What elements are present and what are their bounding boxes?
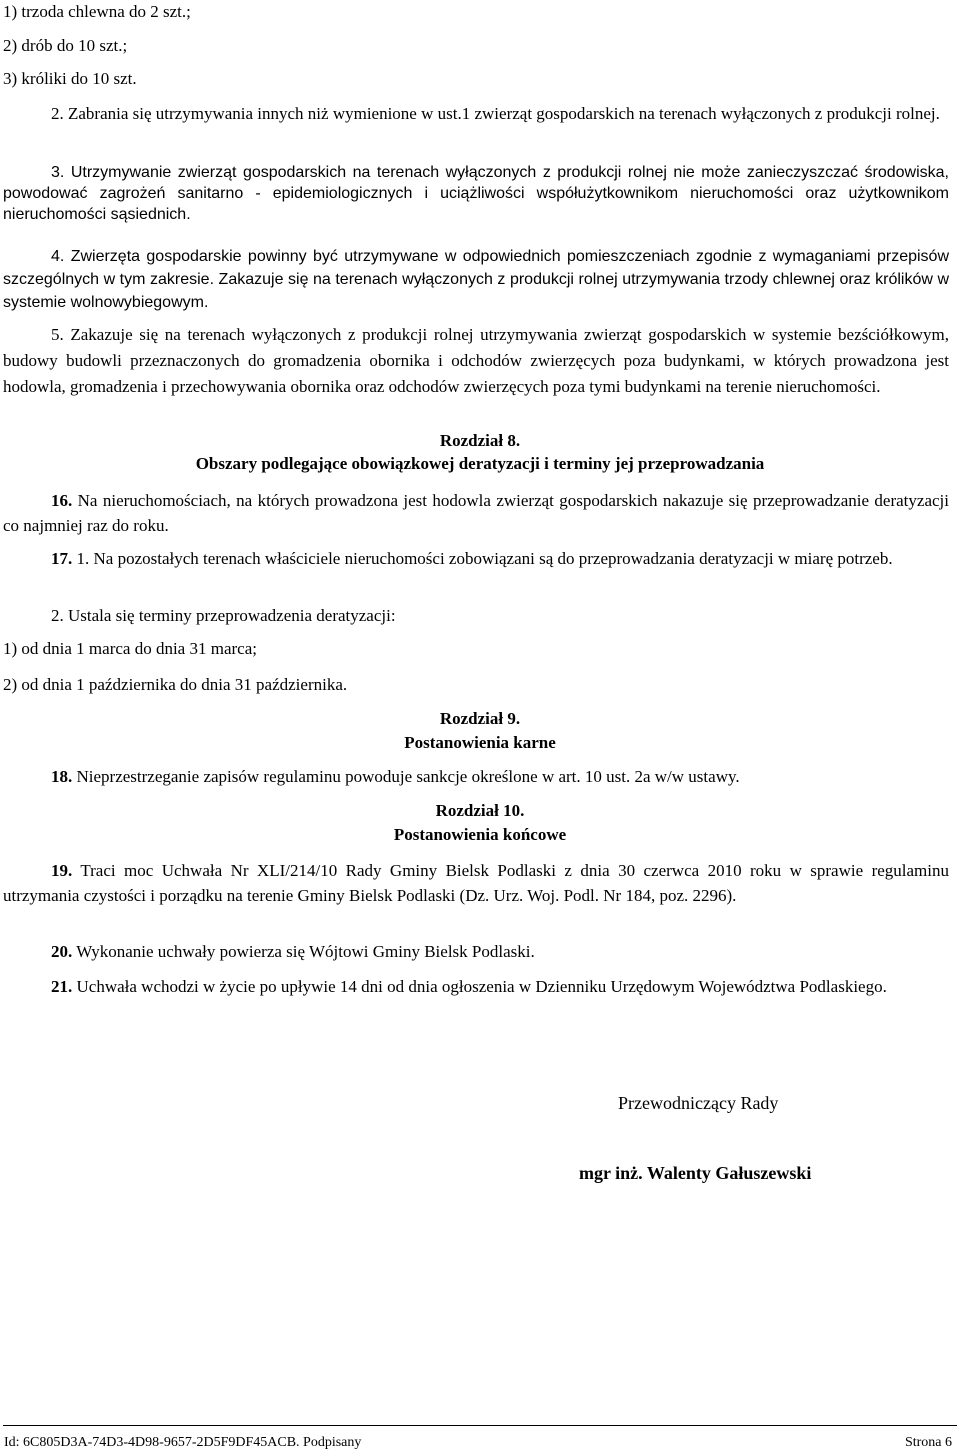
section-21	[3, 974, 949, 999]
section-18-text: Nieprzestrzeganie zapisów regulaminu powoduje sankcje określone w art. 10 ust. 2a w/w ustawy.	[72, 767, 740, 786]
list-item-pigs: 1) trzoda chlewna do 2 szt.;	[3, 2, 191, 21]
section-18-number: 18.	[51, 767, 73, 786]
paragraph-4: 4. Zwierzęta gospodarskie powinny być utrzymywane w odpowiednich pomieszczeniach zgodnie z wymaganiami przepisów szczególnych w tym zakresie. Zakazuje się na terenach wyłączonych z produkcji rolnej utrzymywania trzody chlewnej oraz królików w systemie wolnowybiegowym.	[3, 248, 949, 311]
chapter-9-title: Postanowienia karne	[404, 733, 556, 752]
section-17-text: 1. Na pozostałych terenach właściciele nieruchomości zobowiązani są do przeprowadzania deratyzacji w miarę potrzeb.	[72, 549, 893, 568]
chapter-10-label: Rozdział 10.	[435, 801, 525, 820]
chapter-9-label: Rozdział 9.	[439, 709, 521, 728]
section-20-text: Wykonanie uchwały powierza się Wójtowi Gminy Bielsk Podlaski.	[72, 942, 535, 961]
footer-page-number: Strona 6	[904, 1435, 952, 1450]
section-18	[3, 765, 949, 789]
list-item-poultry: 2) drób do 10 szt.;	[3, 36, 128, 55]
section-19-number: 19.	[51, 861, 73, 880]
section-17	[3, 546, 949, 571]
section-17-number: 17.	[51, 549, 73, 568]
footer-document-id: Id: 6C805D3A-74D3-4D98-9657-2D5F9DF45ACB. Podpisany	[4, 1435, 362, 1450]
paragraph-5: 5. Zakazuje się na terenach wyłączonych z produkcji rolnej utrzymywania zwierząt gospodarskich w systemie bezściółkowym, budowy budowli przeznaczonych do gromadzenia obornika i odchodów zwierzęcych poza budynkami, w których prowadzona jest hodowla, gromadzenia i przechowywania obornika oraz odchodów zwierzęcych poza tymi budynkami na terenie nieruchomości.	[3, 325, 949, 396]
section-21-text: Uchwała wchodzi w życie po upływie 14 dni od dnia ogłoszenia w Dzienniku Urzędowym Województwa Podlaskiego.	[72, 977, 887, 996]
section-17-paragraph-2: 2. Ustala się terminy przeprowadzenia deratyzacji:	[51, 606, 396, 625]
signature-role: Przewodniczący Rady	[618, 1093, 779, 1113]
section-20-number: 20.	[51, 942, 73, 961]
section-16	[3, 488, 949, 538]
list-item-rabbits: 3) króliki do 10 szt.	[3, 69, 137, 88]
chapter-8-label: Rozdział 8.	[439, 431, 521, 450]
section-19	[3, 858, 949, 908]
footer-divider	[3, 1425, 957, 1426]
paragraph-3: 3. Utrzymywanie zwierząt gospodarskich na terenach wyłączonych z produkcji rolnej nie może zanieczyszczać środowiska, powodować zagrożeń sanitarno - epidemiologicznych i uciążliwości współużytkownikom nieruchomości oraz użytkownikom nieruchomości sąsiednich.	[3, 164, 949, 223]
section-20	[3, 940, 949, 964]
chapter-8-title: Obszary podlegające obowiązkowej deratyzacji i terminy jej przeprowadzania	[195, 454, 765, 473]
section-21-number: 21.	[51, 977, 73, 996]
section-16-number: 16.	[51, 491, 73, 510]
paragraph-2: 2. Zabrania się utrzymywania innych niż wymienione w ust.1 zwierząt gospodarskich na terenach wyłączonych z produkcji rolnej.	[51, 104, 940, 123]
section-17-item-1: 1) od dnia 1 marca do dnia 31 marca;	[3, 639, 257, 658]
chapter-10-title: Postanowienia końcowe	[393, 825, 567, 844]
signature-name: mgr inż. Walenty Gałuszewski	[579, 1163, 812, 1183]
section-16-text: Na nieruchomościach, na których prowadzona jest hodowla zwierząt gospodarskich nakazuje się przeprowadzanie deratyzacji co najmniej raz do roku.	[3, 491, 949, 535]
section-19-text: Traci moc Uchwała Nr XLI/214/10 Rady Gminy Bielsk Podlaski z dnia 30 czerwca 2010 roku w sprawie regulaminu utrzymania czystości i porządku na terenie Gminy Bielsk Podlaski (Dz. Urz. Woj. Podl. Nr 184, poz. 2296).	[3, 861, 949, 905]
section-17-item-2: 2) od dnia 1 października do dnia 31 października.	[3, 675, 348, 694]
